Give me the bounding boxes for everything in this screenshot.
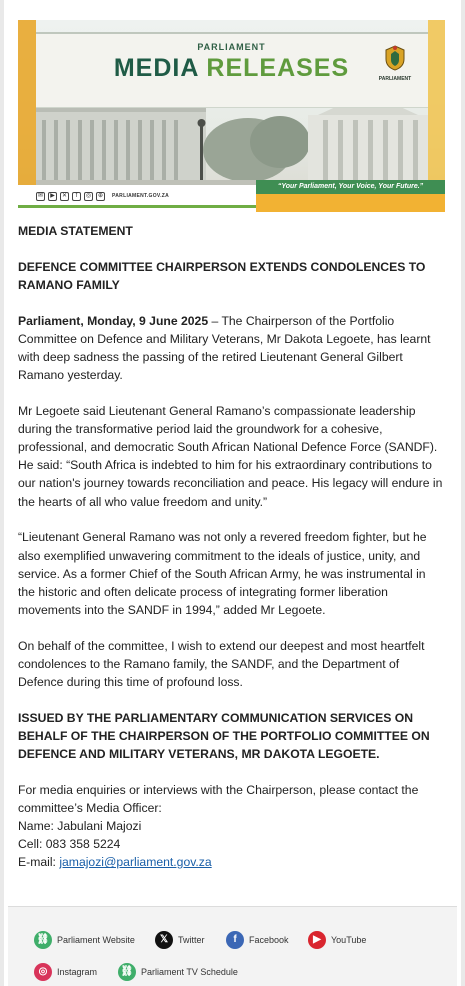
- youtube-icon: ▶: [48, 192, 57, 201]
- banner-tagline: “Your Parliament, Your Voice, Your Future.”: [256, 180, 445, 194]
- statement-label: MEDIA STATEMENT: [18, 224, 133, 238]
- footer-link-label: Parliament TV Schedule: [141, 967, 238, 977]
- x-icon: 𝕏: [155, 931, 173, 949]
- banner-logo-text: PARLIAMENT: [378, 76, 412, 82]
- footer-link-label: Parliament Website: [57, 935, 135, 945]
- article-content: [18, 222, 445, 871]
- x-icon: ✕: [61, 192, 68, 199]
- banner-orange-bar: [256, 194, 445, 212]
- article-paragraph-4: On behalf of the committee, I wish to extend our deepest and most heartfelt condolences to the Ramano family, the SANDF, and the Department of Defence during this time of profound loss.: [18, 638, 425, 689]
- banner-social-icons: [36, 190, 169, 202]
- email-icon: ✉: [37, 192, 44, 199]
- footer-link-label: Instagram: [57, 967, 98, 977]
- facebook-icon: f: [72, 192, 81, 201]
- footer-link-youtube[interactable]: [308, 930, 366, 950]
- footer-link-parliament-tv-schedule[interactable]: [118, 962, 238, 982]
- footer-link-label: Twitter: [178, 935, 205, 945]
- article-dateline: Parliament, Monday, 9 June 2025: [18, 313, 209, 328]
- email-body: [4, 0, 461, 986]
- article-paragraph-1-text: – The Chairperson of the Portfolio Committee on Defence and Military Veterans, Mr Dakota Legoete, has learnt with deep sadness the passing of the retired Lieutenant General Gilbert Ramano yesterday.: [18, 313, 431, 383]
- footer-link-label: YouTube: [331, 935, 367, 945]
- instagram-icon: ◎: [85, 192, 92, 199]
- contact-block: [18, 781, 445, 871]
- footer-link-label: Facebook: [249, 935, 289, 945]
- issued-by-statement: ISSUED BY THE PARLIAMENTARY COMMUNICATION SERVICES ON BEHALF OF THE CHAIRPERSON OF THE PORTFOLIO COMMITTEE ON DEFENCE AND MILITARY VETERANS, MR DAKOTA LEGOETE.: [18, 710, 430, 761]
- globe-icon: ⊕: [97, 192, 104, 199]
- banner-green-line: [18, 205, 256, 208]
- article-paragraph-1: [18, 312, 445, 384]
- contact-name: Name: Jabulani Majozi: [18, 819, 142, 834]
- contact-email-line: [18, 853, 445, 871]
- contact-email-label: E-mail:: [18, 855, 60, 870]
- contact-email-link[interactable]: jamajozi@parliament.gov.za: [59, 855, 212, 870]
- media-releases-banner: [18, 20, 445, 212]
- article-headline: DEFENCE COMMITTEE CHAIRPERSON EXTENDS CONDOLENCES TO RAMANO FAMILY: [18, 259, 426, 292]
- footer-links: [8, 906, 457, 986]
- article-paragraph-3: “Lieutenant General Ramano was not only a revered freedom fighter, but he also exemplified unwavering commitment to the ideals of justice, unity, and service. As a former Chief of the South African Army, he was instrumental in the historic and often delicate process of integrating former liberation movements into the SANDF in 1994,” added Mr Legoete.: [18, 530, 427, 617]
- footer-link-facebook[interactable]: [226, 930, 289, 950]
- link-icon: ⛓: [34, 931, 52, 949]
- banner-title-word-media: MEDIA: [113, 54, 199, 82]
- instagram-icon: ◎: [34, 963, 52, 981]
- footer-link-parliament-website[interactable]: [34, 930, 135, 950]
- banner-url: PARLIAMENT.GOV.ZA: [112, 193, 170, 199]
- banner-title-word-releases: RELEASES: [206, 54, 350, 82]
- footer-link-instagram[interactable]: [34, 962, 97, 982]
- youtube-icon: ▶: [308, 931, 326, 949]
- banner-pre-title: PARLIAMENT: [197, 42, 266, 52]
- contact-intro: For media enquiries or interviews with the Chairperson, please contact the committee’s Media Officer:: [18, 782, 419, 815]
- article-paragraph-2: Mr Legoete said Lieutenant General Ramano’s compassionate leadership during the transformative period laid the groundwork for a cohesive, professional, and democratic South African National Defence Force (SANDF). He said: “South Africa is indebted to him for his extraordinary contributions to our nation's journey towards reconciliation and peace. His legacy will endure in the hearts of all who value freedom and unity.”: [18, 404, 443, 509]
- parliament-coat-of-arms-icon: [380, 44, 410, 72]
- footer-link-twitter[interactable]: [155, 930, 205, 950]
- link-icon: ⛓: [118, 963, 136, 981]
- facebook-icon: f: [226, 931, 244, 949]
- contact-cell: Cell: 083 358 5224: [18, 837, 121, 852]
